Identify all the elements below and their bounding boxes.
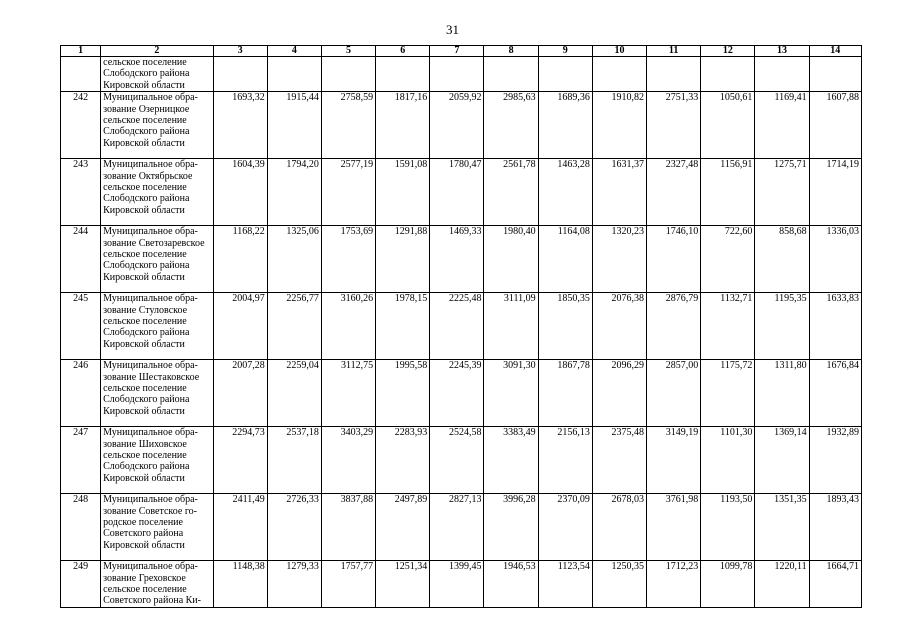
- row-number: 248: [61, 494, 101, 561]
- value-cell-col-10: 1320,23: [592, 226, 646, 293]
- value-cell-col-14: 1714,19: [809, 159, 861, 226]
- value-cell-col-14: 1336,03: [809, 226, 861, 293]
- value-cell-col-9: 1463,28: [538, 159, 592, 226]
- value-cell-col-9: 1867,78: [538, 360, 592, 427]
- value-cell-col-4: 1279,33: [267, 561, 321, 608]
- table-row: [61, 57, 862, 92]
- column-header-12: 12: [701, 46, 755, 57]
- data-table: [60, 45, 862, 608]
- value-cell-col-3: 2004,97: [213, 293, 267, 360]
- value-cell-col-13: 1195,35: [755, 293, 809, 360]
- value-cell-col-11: [647, 57, 701, 92]
- municipality-name: Муниципальное обра- зование Шестаковское сельское поселение Слободского района Кировской области: [101, 360, 213, 427]
- column-header-14: 14: [809, 46, 861, 57]
- value-cell-col-5: 2758,59: [321, 92, 375, 159]
- value-cell-col-13: [755, 57, 809, 92]
- column-header-8: 8: [484, 46, 538, 57]
- value-cell-col-7: 2059,92: [430, 92, 484, 159]
- value-cell-col-4: 1915,44: [267, 92, 321, 159]
- value-cell-col-12: 1101,30: [701, 427, 755, 494]
- value-cell-col-11: 2327,48: [647, 159, 701, 226]
- value-cell-col-7: [430, 57, 484, 92]
- column-header-6: 6: [376, 46, 430, 57]
- value-cell-col-6: 1251,34: [376, 561, 430, 608]
- value-cell-col-7: 2524,58: [430, 427, 484, 494]
- value-cell-col-12: 722,60: [701, 226, 755, 293]
- value-cell-col-7: 1469,33: [430, 226, 484, 293]
- value-cell-col-13: 1351,35: [755, 494, 809, 561]
- value-cell-col-13: 1311,80: [755, 360, 809, 427]
- value-cell-col-6: 1817,16: [376, 92, 430, 159]
- row-number: 244: [61, 226, 101, 293]
- value-cell-col-13: 1220,11: [755, 561, 809, 608]
- value-cell-col-11: 2751,33: [647, 92, 701, 159]
- value-cell-col-7: 2245,39: [430, 360, 484, 427]
- value-cell-col-10: 1631,37: [592, 159, 646, 226]
- header-row: [61, 46, 862, 57]
- table-row: [61, 92, 862, 159]
- value-cell-col-6: 1978,15: [376, 293, 430, 360]
- value-cell-col-10: 1910,82: [592, 92, 646, 159]
- value-cell-col-9: 1689,36: [538, 92, 592, 159]
- value-cell-col-14: [809, 57, 861, 92]
- table-row: [61, 159, 862, 226]
- value-cell-col-8: [484, 57, 538, 92]
- value-cell-col-11: 1746,10: [647, 226, 701, 293]
- municipality-name: Муниципальное обра- зование Стуловское сельское поселение Слободского района Кировской области: [101, 293, 213, 360]
- value-cell-col-12: 1132,71: [701, 293, 755, 360]
- column-header-13: 13: [755, 46, 809, 57]
- value-cell-col-9: 2156,13: [538, 427, 592, 494]
- row-number: 247: [61, 427, 101, 494]
- value-cell-col-5: 3112,75: [321, 360, 375, 427]
- row-number: 242: [61, 92, 101, 159]
- value-cell-col-6: 2283,93: [376, 427, 430, 494]
- value-cell-col-14: 1607,88: [809, 92, 861, 159]
- value-cell-col-12: 1050,61: [701, 92, 755, 159]
- municipality-name: Муниципальное обра- зование Советское го- родское поселение Советского района Кировской области: [101, 494, 213, 561]
- value-cell-col-13: 858,68: [755, 226, 809, 293]
- value-cell-col-6: [376, 57, 430, 92]
- value-cell-col-3: 2411,49: [213, 494, 267, 561]
- value-cell-col-4: 2537,18: [267, 427, 321, 494]
- column-header-5: 5: [321, 46, 375, 57]
- row-number: [61, 57, 101, 92]
- value-cell-col-8: 3383,49: [484, 427, 538, 494]
- column-header-7: 7: [430, 46, 484, 57]
- value-cell-col-13: 1169,41: [755, 92, 809, 159]
- value-cell-col-7: 1780,47: [430, 159, 484, 226]
- value-cell-col-7: 2827,13: [430, 494, 484, 561]
- value-cell-col-11: 2857,00: [647, 360, 701, 427]
- value-cell-col-14: 1664,71: [809, 561, 861, 608]
- value-cell-col-7: 2225,48: [430, 293, 484, 360]
- value-cell-col-12: 1175,72: [701, 360, 755, 427]
- value-cell-col-10: 2678,03: [592, 494, 646, 561]
- value-cell-col-7: 1399,45: [430, 561, 484, 608]
- value-cell-col-8: 3111,09: [484, 293, 538, 360]
- value-cell-col-5: 1753,69: [321, 226, 375, 293]
- value-cell-col-8: 2561,78: [484, 159, 538, 226]
- table-row: [61, 427, 862, 494]
- column-header-10: 10: [592, 46, 646, 57]
- value-cell-col-11: 1712,23: [647, 561, 701, 608]
- value-cell-col-6: 2497,89: [376, 494, 430, 561]
- row-number: 245: [61, 293, 101, 360]
- column-header-1: 1: [61, 46, 101, 57]
- column-header-4: 4: [267, 46, 321, 57]
- value-cell-col-4: 2256,77: [267, 293, 321, 360]
- value-cell-col-14: 1893,43: [809, 494, 861, 561]
- value-cell-col-11: 3761,98: [647, 494, 701, 561]
- column-header-11: 11: [647, 46, 701, 57]
- value-cell-col-11: 3149,19: [647, 427, 701, 494]
- value-cell-col-5: 1757,77: [321, 561, 375, 608]
- table-row: [61, 226, 862, 293]
- column-header-9: 9: [538, 46, 592, 57]
- value-cell-col-10: 2076,38: [592, 293, 646, 360]
- value-cell-col-9: 2370,09: [538, 494, 592, 561]
- value-cell-col-6: 1995,58: [376, 360, 430, 427]
- column-header-3: 3: [213, 46, 267, 57]
- value-cell-col-8: 2985,63: [484, 92, 538, 159]
- value-cell-col-5: [321, 57, 375, 92]
- value-cell-col-3: 1148,38: [213, 561, 267, 608]
- row-number: 246: [61, 360, 101, 427]
- value-cell-col-3: [213, 57, 267, 92]
- value-cell-col-8: 3091,30: [484, 360, 538, 427]
- value-cell-col-13: 1369,14: [755, 427, 809, 494]
- value-cell-col-4: 1325,06: [267, 226, 321, 293]
- municipality-name: Муниципальное обра- зование Греховское сельское поселение Советского района Ки-: [101, 561, 213, 608]
- table-row: [61, 360, 862, 427]
- value-cell-col-3: 1693,32: [213, 92, 267, 159]
- value-cell-col-12: [701, 57, 755, 92]
- municipality-name: сельское поселение Слободского района Кировской области: [101, 57, 213, 92]
- column-header-2: 2: [101, 46, 213, 57]
- value-cell-col-10: 1250,35: [592, 561, 646, 608]
- value-cell-col-8: 3996,28: [484, 494, 538, 561]
- value-cell-col-13: 1275,71: [755, 159, 809, 226]
- row-number: 243: [61, 159, 101, 226]
- value-cell-col-9: 1164,08: [538, 226, 592, 293]
- municipality-name: Муниципальное обра- зование Озерницкое сельское поселение Слободского района Кировской области: [101, 92, 213, 159]
- value-cell-col-12: 1193,50: [701, 494, 755, 561]
- table-row: [61, 293, 862, 360]
- municipality-name: Муниципальное обра- зование Октябрьское сельское поселение Слободского района Кировской области: [101, 159, 213, 226]
- value-cell-col-9: 1123,54: [538, 561, 592, 608]
- value-cell-col-8: 1980,40: [484, 226, 538, 293]
- value-cell-col-6: 1591,08: [376, 159, 430, 226]
- value-cell-col-3: 1604,39: [213, 159, 267, 226]
- value-cell-col-10: [592, 57, 646, 92]
- value-cell-col-9: [538, 57, 592, 92]
- value-cell-col-4: [267, 57, 321, 92]
- municipality-name: Муниципальное обра- зование Светозаревское сельское поселение Слободского района Кировской области: [101, 226, 213, 293]
- value-cell-col-14: 1633,83: [809, 293, 861, 360]
- table-row: [61, 561, 862, 608]
- value-cell-col-4: 2259,04: [267, 360, 321, 427]
- value-cell-col-5: 3403,29: [321, 427, 375, 494]
- table-row: [61, 494, 862, 561]
- page-number: 31: [446, 22, 459, 37]
- value-cell-col-10: 2375,48: [592, 427, 646, 494]
- municipality-name: Муниципальное обра- зование Шиховское сельское поселение Слободского района Кировской области: [101, 427, 213, 494]
- value-cell-col-10: 2096,29: [592, 360, 646, 427]
- value-cell-col-4: 1794,20: [267, 159, 321, 226]
- value-cell-col-4: 2726,33: [267, 494, 321, 561]
- value-cell-col-3: 1168,22: [213, 226, 267, 293]
- value-cell-col-5: 3160,26: [321, 293, 375, 360]
- value-cell-col-11: 2876,79: [647, 293, 701, 360]
- value-cell-col-14: 1932,89: [809, 427, 861, 494]
- value-cell-col-12: 1099,78: [701, 561, 755, 608]
- value-cell-col-9: 1850,35: [538, 293, 592, 360]
- row-number: 249: [61, 561, 101, 608]
- value-cell-col-5: 2577,19: [321, 159, 375, 226]
- value-cell-col-5: 3837,88: [321, 494, 375, 561]
- value-cell-col-8: 1946,53: [484, 561, 538, 608]
- value-cell-col-3: 2294,73: [213, 427, 267, 494]
- value-cell-col-12: 1156,91: [701, 159, 755, 226]
- value-cell-col-14: 1676,84: [809, 360, 861, 427]
- value-cell-col-3: 2007,28: [213, 360, 267, 427]
- value-cell-col-6: 1291,88: [376, 226, 430, 293]
